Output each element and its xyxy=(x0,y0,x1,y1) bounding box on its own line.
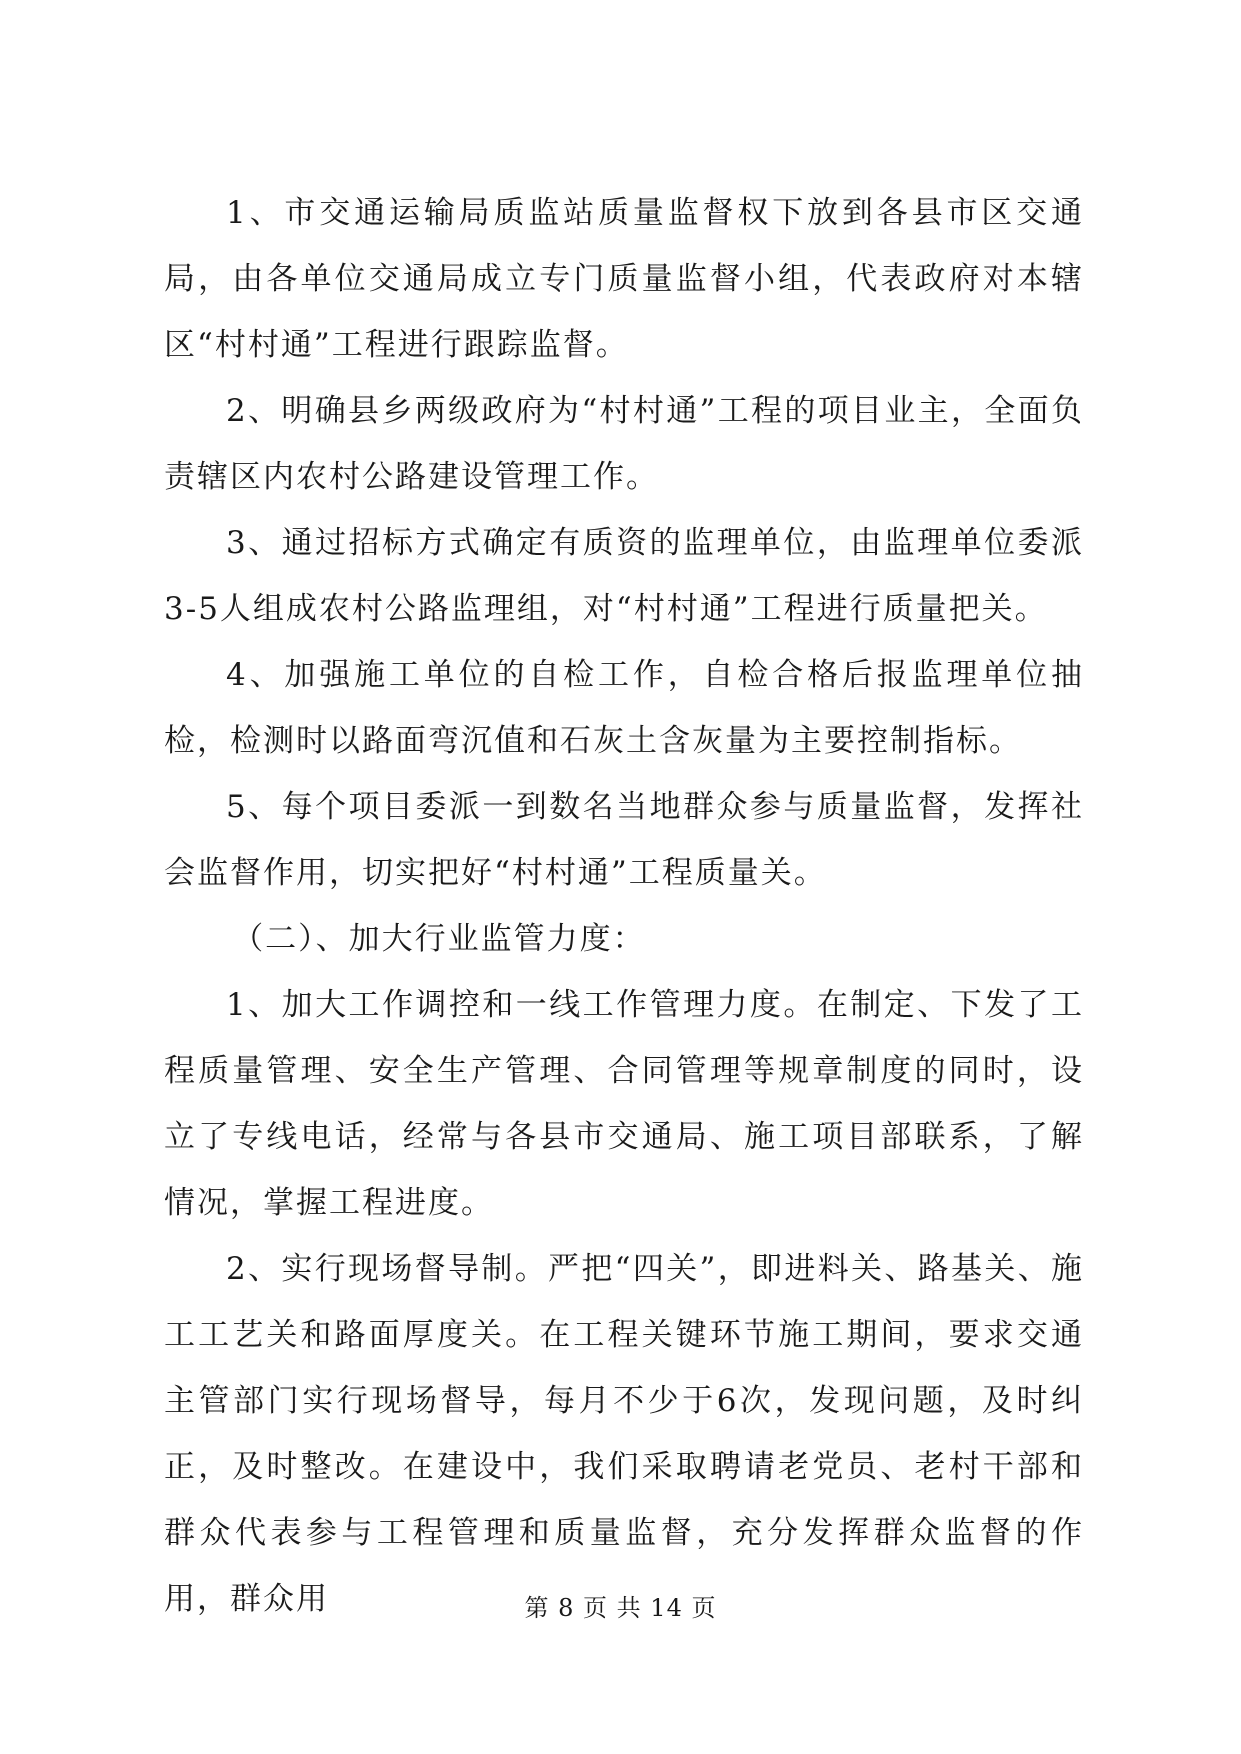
paragraph-item-2: 2、明确县乡两级政府为“村村通”工程的项目业主，全面负责辖区内农村公路建设管理工作。 xyxy=(164,393,1084,495)
paragraph-item-1: 1、市交通运输局质监站质量监督权下放到各县市区交通局，由各单位交通局成立专门质量监督小组，代表政府对本辖区“村村通”工程进行跟踪监督。 xyxy=(164,195,1084,363)
paragraph-item-5: 5、每个项目委派一到数名当地群众参与质量监督，发挥社会监督作用，切实把好“村村通”工程质量关。 xyxy=(164,789,1084,891)
paragraph-item-4: 4、加强施工单位的自检工作，自检合格后报监理单位抽检，检测时以路面弯沉值和石灰土含灰量为主要控制指标。 xyxy=(164,657,1084,759)
paragraph-item-3: 3、通过招标方式确定有质资的监理单位，由监理单位委派3-5人组成农村公路监理组，对“村村通”工程进行质量把关。 xyxy=(164,525,1084,627)
page-number-footer: 第 8 页 共 14 页 xyxy=(524,1594,717,1622)
paragraph-item-7: 1、加大工作调控和一线工作管理力度。在制定、下发了工程质量管理、安全生产管理、合同管理等规章制度的同时，设立了专线电话，经常与各县市交通局、施工项目部联系，了解情况，掌握工程进度。 xyxy=(164,987,1084,1221)
paragraph-item-8: 2、实行现场督导制。严把“四关”，即进料关、路基关、施工工艺关和路面厚度关。在工程关键环节施工期间，要求交通主管部门实行现场督导，每月不少于6次，发现问题，及时纠正，及时整改。在建设中，我们采取聘请老党员、老村干部和群众代表参与工程管理和质量监督，充分发挥群众监督的作用，群众用 xyxy=(164,1251,1084,1617)
document-body xyxy=(164,180,1084,1632)
section-heading: （二）、加大行业监管力度： xyxy=(232,921,646,957)
